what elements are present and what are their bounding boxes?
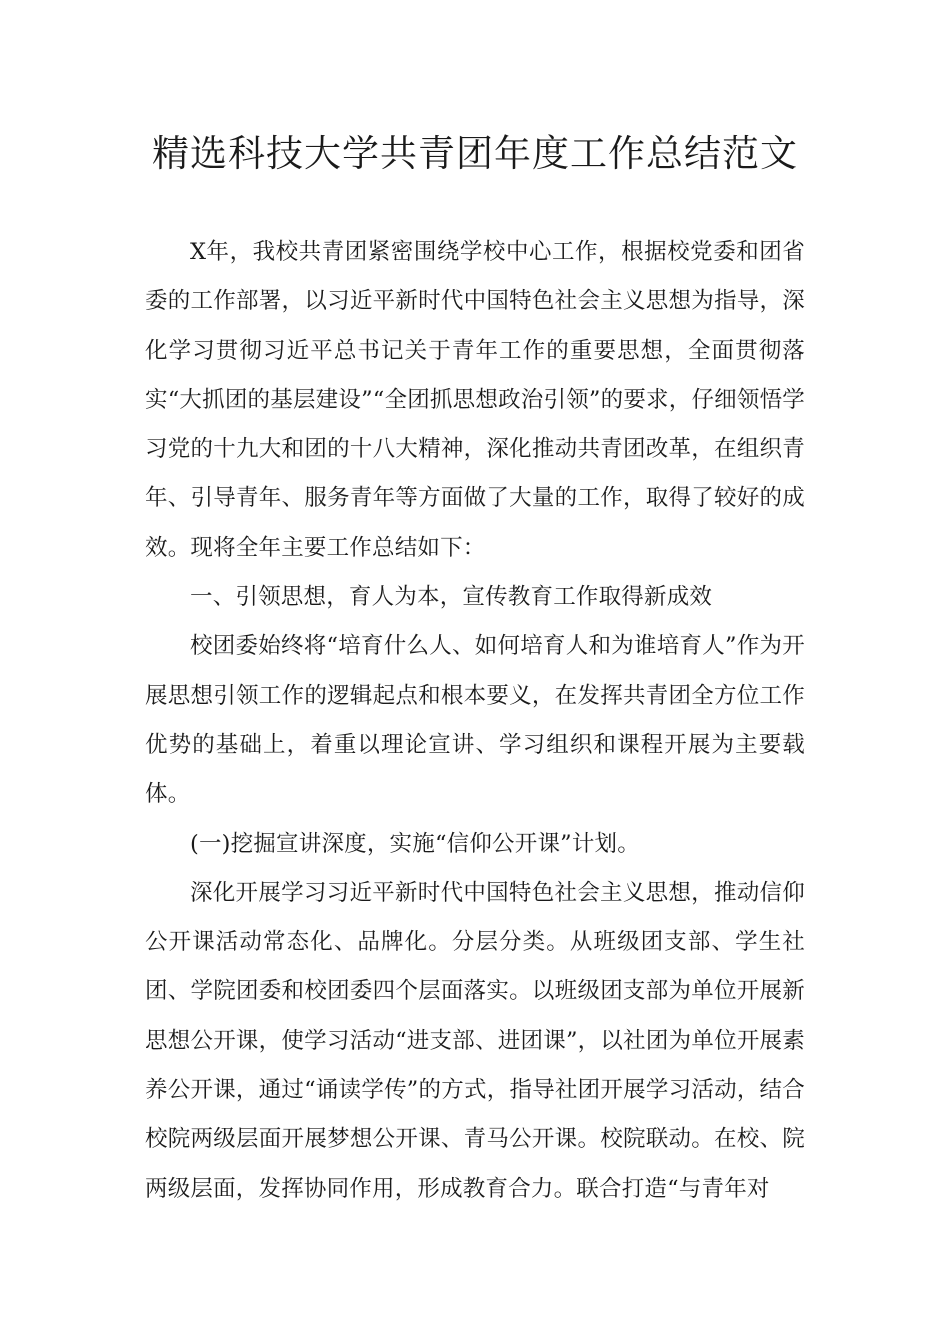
section-heading-1: 一、引领思想，育人为本，宣传教育工作取得新成效 (190, 584, 713, 611)
subsection-heading-1: (一)挖掘宣讲深度，实施“信仰公开课”计划。 (190, 830, 640, 857)
paragraph-section-1: 校团委始终将“培育什么人、如何培育人和为谁培育人”作为开展思想引领工作的逻辑起点和根本要义，在发挥共青团全方位工作优势的基础上，着重以理论宣讲、学习组织和课程开展为主要载体。 (145, 633, 805, 808)
document-title: 精选科技大学共青团年度工作总结范文 (152, 132, 798, 175)
paragraph-intro: X年，我校共青团紧密围绕学校中心工作，根据校党委和团省委的工作部署，以习近平新时代中国特色社会主义思想为指导，深化学习贯彻习近平总书记关于青年工作的重要思想，全面贯彻落实“大抓团的基层建设”“全团抓思想政治引领”的要求，仔细领悟学习党的十九大和团的十八大精神，深化推动共青团改革，在组织青年、引导青年、服务青年等方面做了大量的工作，取得了较好的成效。现将全年主要工作总结如下： (145, 239, 805, 561)
paragraph-subsection-1: 深化开展学习习近平新时代中国特色社会主义思想，推动信仰公开课活动常态化、品牌化。分层分类。从班级团支部、学生社团、学院团委和校团委四个层面落实。以班级团支部为单位开展新思想公开课，使学习活动“进支部、进团课”，以社团为单位开展素养公开课，通过“诵读学传”的方式，指导社团开展学习活动，结合校院两级层面开展梦想公开课、青马公开课。校院联动。在校、院两级层面，发挥协同作用，形成教育合力。联合打造“与青年对 (145, 879, 805, 1202)
document-body (145, 228, 805, 1214)
